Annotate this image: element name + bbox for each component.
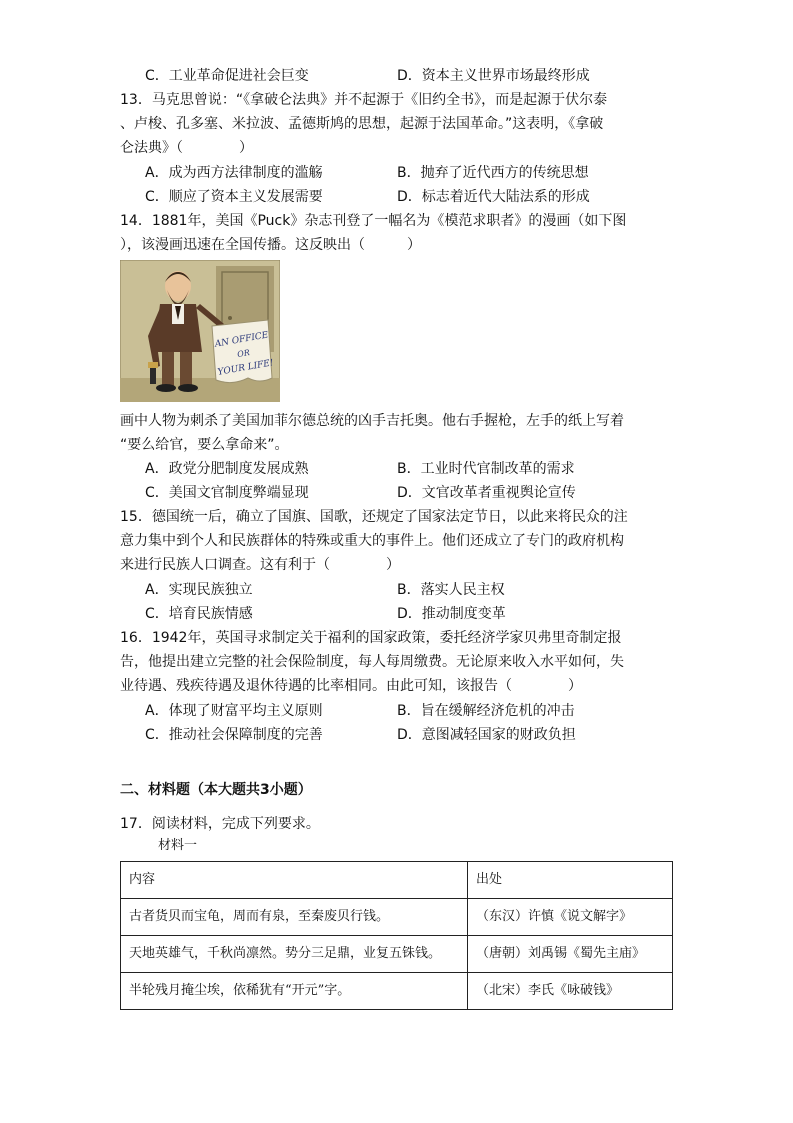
- q14-option-a: A．政党分肥制度发展成熟: [145, 461, 309, 477]
- q15-option-d: D．推动制度变革: [397, 606, 506, 622]
- q13-option-d: D．标志着近代大陆法系的形成: [397, 189, 590, 205]
- q15-option-b: B．落实人民主权: [397, 582, 505, 598]
- q14-caption-line-2: “要么给官，要么拿命来”。: [120, 437, 289, 453]
- q16-stem-line-1: 16．1942年，英国寻求制定关于福利的国家政策，委托经济学家贝弗里奇制定报: [120, 630, 622, 646]
- table-cell-source: （东汉）许慎《说文解字》: [468, 899, 673, 936]
- q13-stem-line-2: 、卢梭、孔多塞、米拉波、孟德斯鸠的思想，起源于法国革命。”这表明，《拿破: [120, 116, 604, 132]
- q14-option-b: B．工业时代官制改革的需求: [397, 461, 575, 477]
- q16-stem-line-2: 告，他提出建立完整的社会保险制度，每人每周缴费。无论原来收入水平如何，失: [120, 654, 624, 670]
- q16-option-d: D．意图减轻国家的财政负担: [397, 727, 576, 743]
- table-header-source: 出处: [468, 862, 673, 899]
- q15-option-c: C．培育民族情感: [145, 606, 253, 622]
- q16-option-b: B．旨在缓解经济危机的冲击: [397, 703, 575, 719]
- q13-option-a: A．成为西方法律制度的滥觞: [145, 165, 323, 181]
- q13-stem-line-3: 仑法典》（ ）: [120, 140, 253, 156]
- q12-option-c: C．工业革命促进社会巨变: [145, 68, 309, 84]
- q16-option-c: C．推动社会保障制度的完善: [145, 727, 323, 743]
- q15-stem-line-2: 意力集中到个人和民族群体的特殊或重大的事件上。他们还成立了专门的政府机构: [120, 533, 624, 549]
- svg-text:AN OFFICE: AN OFFICE: [214, 330, 270, 350]
- table-row: [121, 936, 673, 973]
- q13-stem-line-1: 13．马克思曾说：“《拿破仑法典》并不起源于《旧约全书》，而是起源于伏尔泰: [120, 92, 608, 108]
- q12-option-d: D．资本主义世界市场最终形成: [397, 68, 590, 84]
- section-2-title: 二、材料题（本大题共3小题）: [120, 782, 312, 798]
- table-row: [121, 899, 673, 936]
- table-header-content: 内容: [121, 862, 468, 899]
- q14-caption-line-1: 画中人物为刺杀了美国加菲尔德总统的凶手吉托奥。他右手握枪，左手的纸上写着: [120, 413, 624, 429]
- table-cell-source: （北宋）李氏《咏破钱》: [468, 973, 673, 1010]
- q13-option-b: B．抛弃了近代西方的传统思想: [397, 165, 589, 181]
- table-cell-content: 古者货贝而宝龟，周而有泉，至秦废贝行钱。: [121, 899, 468, 936]
- table-cell-content: 半轮残月掩尘埃，依稀犹有“开元”字。: [121, 973, 468, 1010]
- q16-option-a: A．体现了财富平均主义原则: [145, 703, 323, 719]
- cartoon-image: [120, 260, 280, 402]
- svg-text:OR: OR: [236, 348, 251, 360]
- svg-text:YOUR LIFE!: YOUR LIFE!: [216, 358, 275, 378]
- material-1-label: 材料一: [158, 838, 198, 853]
- table-cell-content: 天地英雄气，千秋尚凛然。势分三足鼎，业复五铢钱。: [121, 936, 468, 973]
- q15-stem-line-1: 15．德国统一后，确立了国旗、国歌，还规定了国家法定节日，以此来将民众的注: [120, 509, 628, 525]
- q13-option-c: C．顺应了资本主义发展需要: [145, 189, 323, 205]
- q16-stem-line-3: 业待遇、残疾待遇及退休待遇的比率相同。由此可知，该报告（ ）: [120, 678, 582, 694]
- q14-stem-line-2: ），该漫画迅速在全国传播。这反映出（ ）: [120, 237, 421, 253]
- q15-stem-line-3: 来进行民族人口调查。这有利于（ ）: [120, 557, 400, 573]
- material-table: [120, 861, 673, 1010]
- table-row: [121, 973, 673, 1010]
- q14-stem-line-1: 14．1881年，美国《Puck》杂志刊登了一幅名为《模范求职者》的漫画（如下图: [120, 213, 627, 229]
- q15-option-a: A．实现民族独立: [145, 582, 253, 598]
- q17-stem: 17．阅读材料，完成下列要求。: [120, 816, 320, 832]
- table-header-row: [121, 862, 673, 899]
- table-cell-source: （唐朝）刘禹锡《蜀先主庙》: [468, 936, 673, 973]
- q14-option-d: D．文官改革者重视舆论宣传: [397, 485, 576, 501]
- q14-option-c: C．美国文官制度弊端显现: [145, 485, 309, 501]
